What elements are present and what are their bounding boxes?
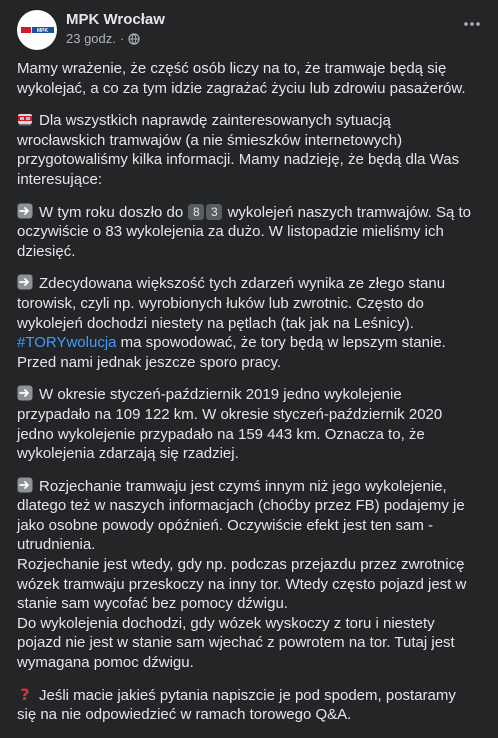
post-header: [17, 10, 488, 50]
paragraph-text-wrapper: [17, 203, 478, 262]
hashtag-link[interactable]: #TORYwolucja: [17, 334, 117, 352]
post-meta: [66, 31, 140, 46]
paragraph-text: Rozjechanie jest wtedy, gdy np. podczas przejazdu przez zwrotnicę wózek tramwaju przeskoczy na inny tor. Wtedy często pojazd jest w stanie sam wycofać bez pomocy dźwigu.: [17, 556, 467, 613]
globe-icon: [128, 33, 140, 45]
paragraph-text: Do wykolejenia dochodzi, gdy wózek wyskoczy z toru i niestety pojazd nie jest w stanie sam wjechać z powrotem na tor. Tutaj jest wymagana pomoc dźwigu.: [17, 614, 455, 672]
paragraph-text: Mamy wrażenie, że część osób liczy na to, że tramwaje będą się wykolejać, a co za tym idzie zagrażać życiu lub zdrowiu pasażerów.: [17, 60, 466, 97]
paragraph-text: Jeśli macie jakieś pytania napiszcie je pod spodem, postaramy się na nie odpowiedzieć w ramach torowego Q&A.: [17, 686, 456, 724]
keycap-digit: 3: [206, 204, 222, 220]
paragraph-text: wykolejeń naszych tramwajów. Są to oczywiście o 83 wykolejenia za dużo. W listopadzie mieliśmy ich dziesięć.: [17, 203, 472, 260]
paragraph-intro: [17, 59, 478, 98]
author-name[interactable]: MPK Wrocław: [66, 11, 165, 28]
paragraph-text: ma spowodować, że tory będą w lepszym stanie. Przed nami jednak jeszcze sporo pracy.: [17, 334, 446, 371]
right-arrow-icon: [17, 385, 33, 401]
avatar[interactable]: [17, 10, 57, 50]
paragraph-text: Zdecydowana większość tych zdarzeń wynika ze złego stanu torowisk, czyli np. wyrobionych łuków lub zwrotnic. Często do wykolejeń dochodzi niestety na pętlach (tak jak na Leśnicy).: [17, 275, 446, 332]
right-arrow-icon: [17, 203, 33, 219]
paragraph-count: [17, 203, 478, 262]
svg-text:?: ?: [20, 685, 30, 702]
right-arrow-icon: [17, 477, 33, 493]
red-question-mark-icon: [17, 686, 33, 702]
paragraph-text: Dla wszystkich naprawdę zainteresowanych sytuacją wrocławskich tramwajów (a nie śmieszków internetowych) przygotowaliśmy kilka informacji. Mamy nadzieję, że będą dla Was interesujące:: [17, 112, 460, 188]
tram-icon: [17, 111, 33, 127]
more-options-button[interactable]: [462, 14, 482, 34]
paragraph-text: Rozjechanie tramwaju jest czymś innym niż jego wykolejenie, dlatego też w naszych informacjach (choćby przez FB) podajemy je jako osobne powody opóźnień. Oczywiście efekt jest ten sam - utrudnienia.: [17, 477, 465, 554]
meta-separator: ·: [119, 31, 125, 46]
paragraph-text-wrapper: [17, 686, 478, 725]
paragraph-text-wrapper: [17, 477, 478, 555]
paragraph-questions: [17, 686, 478, 725]
paragraph-text-wrapper: [17, 111, 478, 189]
paragraph-text-wrapper: [17, 385, 478, 463]
keycap-digit: 8: [188, 204, 204, 220]
more-horizontal-icon: [464, 22, 480, 26]
paragraph-text: W tym roku doszło do: [39, 203, 184, 221]
paragraph-text: W okresie styczeń-październik 2019 jedno wykolejenie przypadało na 109 122 km. W okresie styczeń-październik 2020 jedno wykolejenie przypadało na 159 443 km. Oznacza to, że wykolejenia zdarzają się rzadziej.: [17, 386, 443, 463]
paragraph-causes: [17, 274, 478, 372]
paragraph-text-wrapper: [17, 274, 478, 372]
post-body: [17, 59, 478, 738]
paragraph-definitions: [17, 477, 478, 673]
mpk-logo: [17, 10, 57, 50]
svg-text:MPK: MPK: [36, 27, 49, 34]
paragraph-stats: [17, 385, 478, 463]
post-timestamp[interactable]: 23 godz.: [66, 31, 116, 46]
right-arrow-icon: [17, 274, 33, 290]
paragraph-info: [17, 111, 478, 189]
